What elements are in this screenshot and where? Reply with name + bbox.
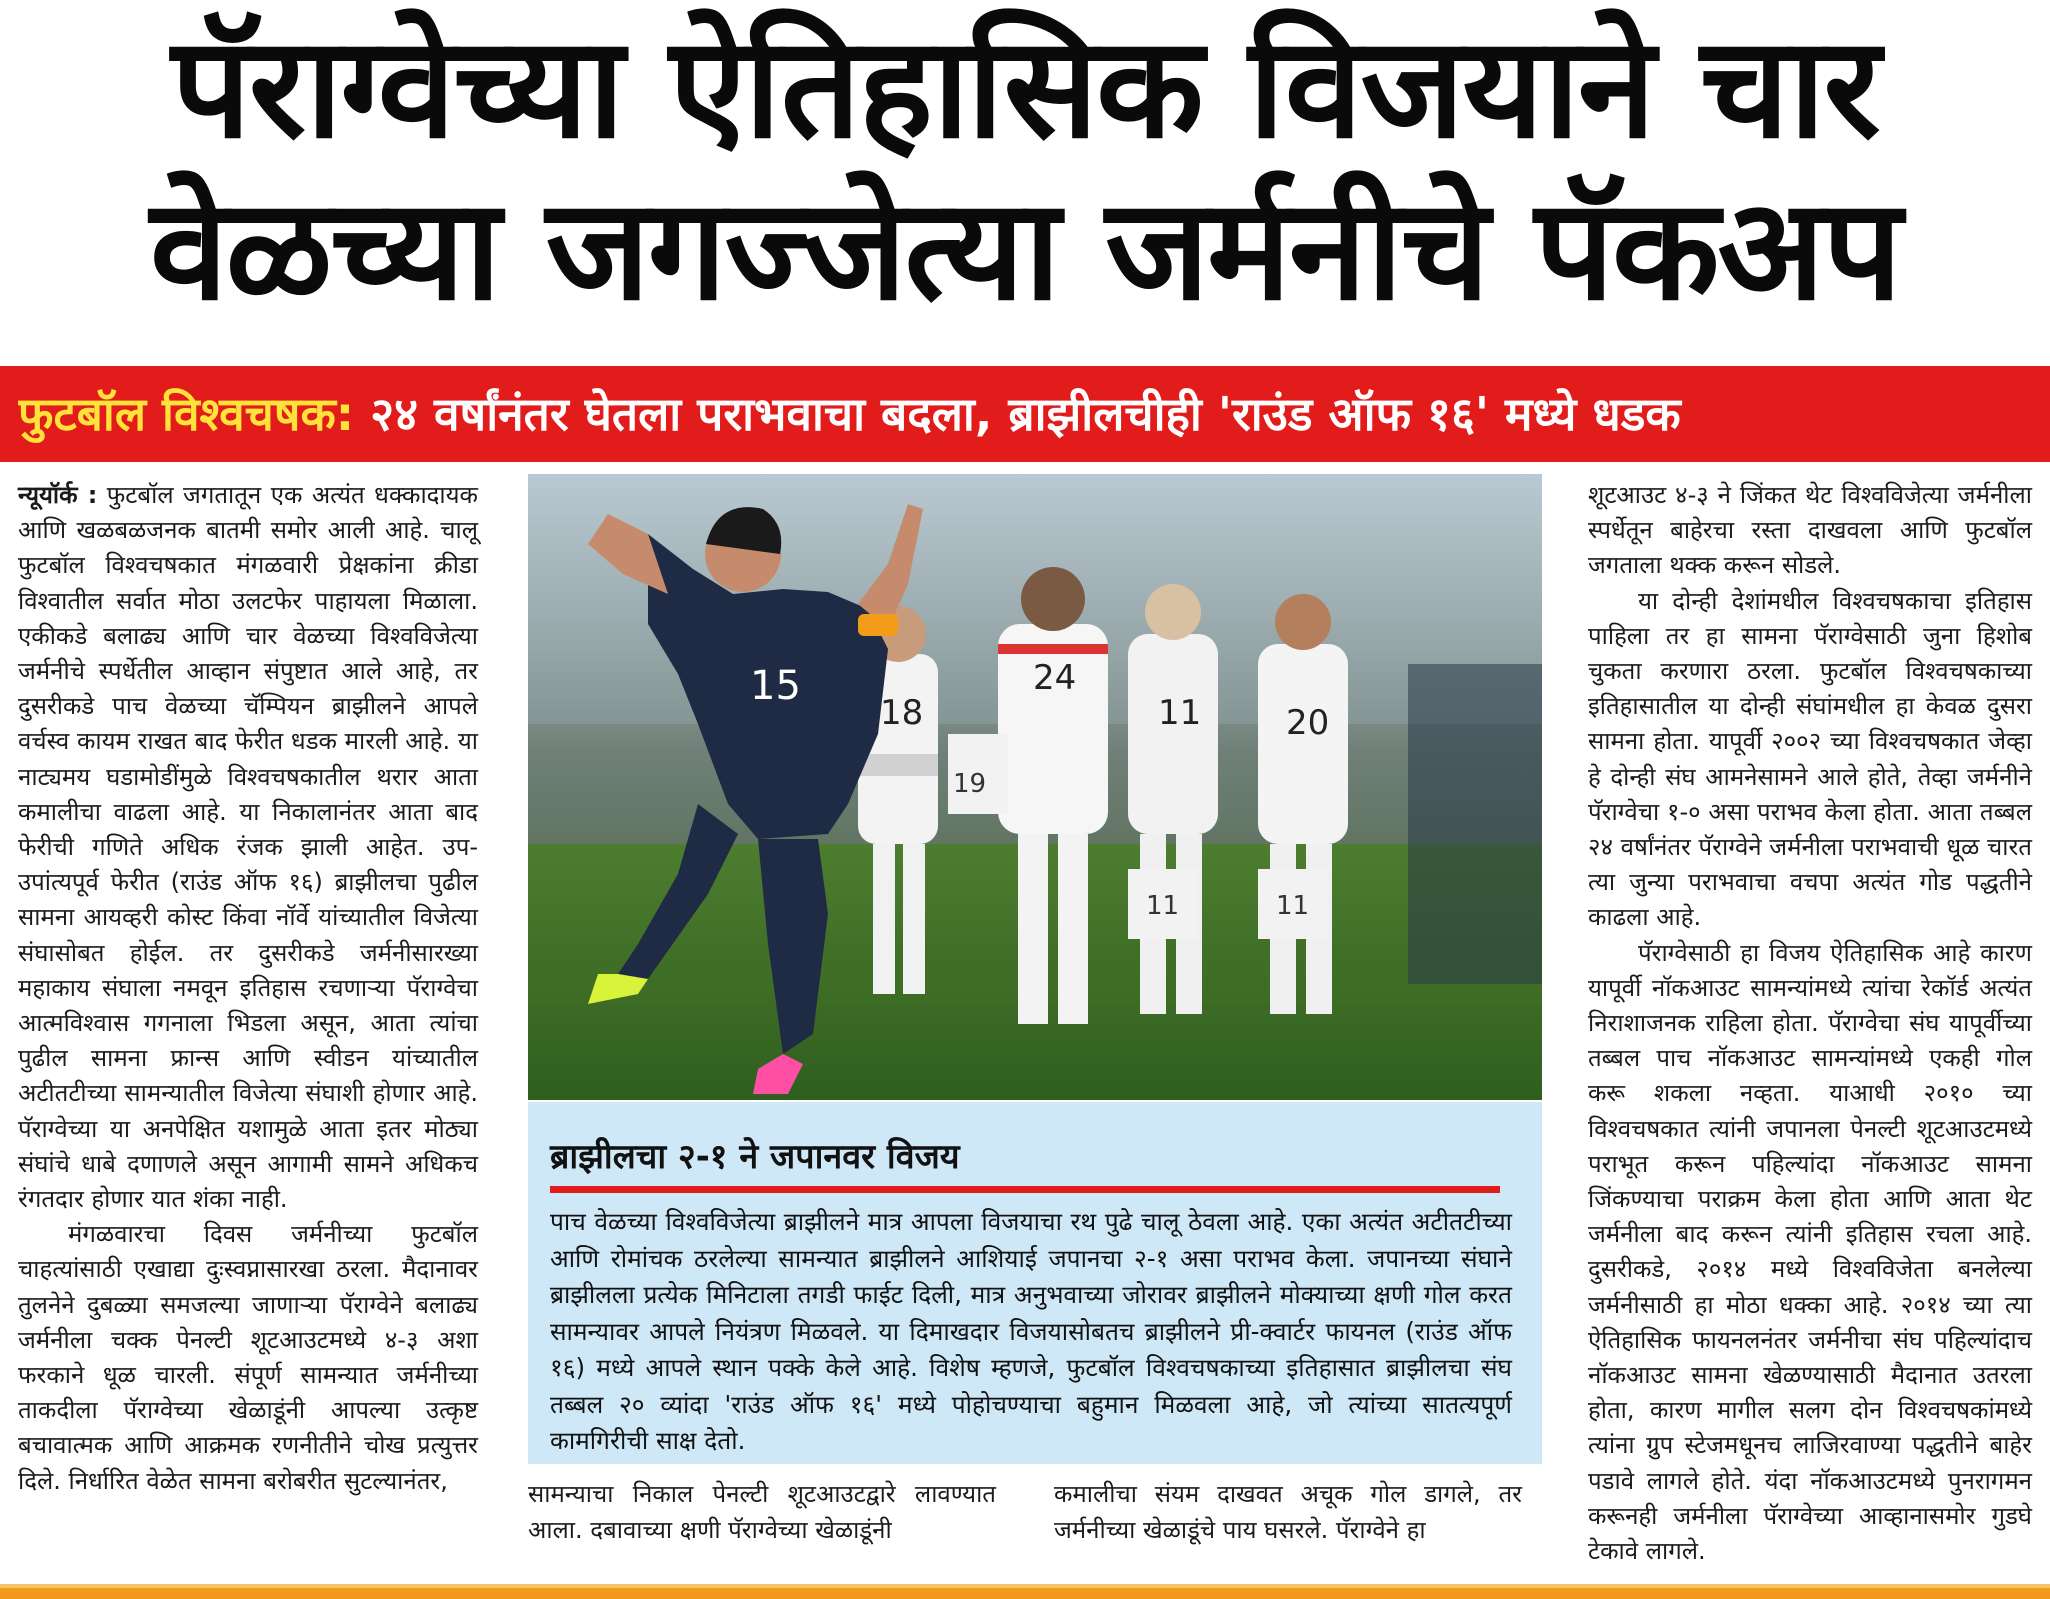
bottom-rule bbox=[0, 1588, 2050, 1599]
left-paragraph-1 bbox=[18, 478, 478, 1217]
left-paragraph-2: मंगळवारचा दिवस जर्मनीच्या फुटबॉल चाहत्यांसाठी एखाद्या दुःस्वप्नासारखा ठरला. मैदानावर तुलनेने दुबळ्या समजल्या जाणाऱ्या पॅराग्वेने बलाढ्य जर्मनीला चक्क पेनल्टी शूटआउटमध्ये ४-३ अशा फरकाने धूळ चारली. संपूर्ण सामन्यात जर्मनीच्या ताकदीला पॅराग्वेच्या खेळाडूंनी आपल्या उत्कृष्ट बचावात्मक आणि आक्रमक रणनीतीने चोख प्रत्युत्तर दिले. निर्धारित वेळेत सामना बरोबरीत सुटल्यानंतर, bbox=[18, 1220, 478, 1495]
jersey-number-11b: 11 bbox=[1146, 891, 1180, 921]
strap-subhead: २४ वर्षांनंतर घेतला पराभवाचा बदला, ब्राझीलचीही 'राउंड ऑफ १६' मध्ये धडक bbox=[370, 387, 1681, 441]
right-column bbox=[1588, 478, 2032, 1569]
right-paragraph-3: पॅराग्वेसाठी हा विजय ऐतिहासिक आहे कारण यापूर्वी नॉकआउट सामन्यांमध्ये त्यांचा रेकॉर्ड अत्यंत निराशाजनक राहिला होता. पॅराग्वेचा संघ यापूर्वीच्या तब्बल पाच नॉकआउट सामन्यांमध्ये एकही गोल करू शकला नव्हता. याआधी २०१० च्या विश्वचषकात त्यांनी जपानला पेनल्टी शूटआउटमध्ये पराभूत करून पहिल्यांदा नॉकआउट सामना जिंकण्याचा पराक्रम केला होता आणि आता थेट जर्मनीला बाद करून त्यांनी इतिहास रचला आहे. दुसरीकडे, २०१४ मध्ये विश्वविजेता बनलेल्या जर्मनीसाठी हा मोठा धक्का आहे. २०१४ च्या त्या ऐतिहासिक फायनलनंतर जर्मनीचा संघ पहिल्यांदाच नॉकआउट सामना खेळण्यासाठी मैदानात उतरला होता, कारण मागील सलग दोन विश्वचषकांमध्ये त्यांना ग्रुप स्टेजमधूनच लाजिरवाण्या पद्धतीने बाहेर पडावे लागले होते. यंदा नॉकआउटमध्ये पुनरागमन करूनही जर्मनीला पॅराग्वेच्या आव्हानासमोर गुडघे टेकावे लागले. bbox=[1588, 938, 2032, 1566]
dateline: न्यूयॉर्क : bbox=[18, 481, 98, 509]
strap-kicker: फुटबॉल विश्वचषक: bbox=[18, 387, 355, 441]
strap-text bbox=[18, 366, 2040, 462]
box-title: ब्राझीलचा २-१ ने जपानवर विजय bbox=[550, 1137, 960, 1177]
jersey-number-19: 19 bbox=[953, 769, 987, 799]
strap-banner bbox=[0, 366, 2050, 462]
left-column bbox=[18, 478, 478, 1499]
jersey-number-20: 20 bbox=[1286, 703, 1330, 743]
jersey-number-15: 15 bbox=[750, 663, 801, 709]
sub-column-a: सामन्याचा निकाल पेनल्टी शूटआउटद्वारे लावण्यात आला. दबावाच्या क्षणी पॅराग्वेच्या खेळाडूंनी bbox=[528, 1480, 996, 1544]
box-text: पाच वेळच्या विश्वविजेत्या ब्राझीलने मात्र आपला विजयाचा रथ पुढे चालू ठेवला आहे. एका अत्यंत अटीतटीच्या आणि रोमांचक ठरलेल्या सामन्यात ब्राझीलने आशियाई जपानचा २-१ असा पराभव केला. जपानच्या संघाने ब्राझीलला प्रत्येक मिनिटाला तगडी फाईट दिली, मात्र अनुभवाच्या जोरावर ब्राझीलने मोक्याच्या क्षणी गोल करत सामन्यावर आपले नियंत्रण मिळवले. या दिमाखदार विजयासोबतच ब्राझीलने प्री-क्वार्टर फायनल (राउंड ऑफ १६) मध्ये आपले स्थान पक्के केले आहे. विशेष म्हणजे, फुटबॉल विश्वचषकाच्या इतिहासात ब्राझीलचा संघ तब्बल २० व्यांदा 'राउंड ऑफ १६' मध्ये पोहोचण्याचा बहुमान मिळवला आहे, जो त्यांच्या सातत्यपूर्ण कामगिरीची साक्ष देतो. bbox=[550, 1207, 1512, 1455]
jersey-number-11c: 11 bbox=[1276, 891, 1310, 921]
match-photo bbox=[528, 474, 1542, 1100]
match-photo-illustration bbox=[528, 474, 1542, 1100]
right-paragraph-2: या दोन्ही देशांमधील विश्वचषकाचा इतिहास पाहिला तर हा सामना पॅराग्वेसाठी जुना हिशोब चुकता करणारा ठरला. फुटबॉल विश्वचषकाच्या इतिहासातील या दोन्ही संघांमधील हा केवळ दुसरा सामना होता. यापूर्वी २००२ च्या विश्वचषकात जेव्हा हे दोन्ही संघ आमनेसामने आले होते, तेव्हा जर्मनीने पॅराग्वेचा १-० असा पराभव केला होता. आता तब्बल २४ वर्षांनंतर पॅराग्वेने जर्मनीला पराभवाची धूळ चारत त्या जुन्या पराभवाचा वचपा अत्यंत गोड पद्धतीने काढला आहे. bbox=[1588, 586, 2032, 932]
jersey-number-18: 18 bbox=[880, 693, 924, 733]
box-red-rule bbox=[550, 1186, 1500, 1193]
jersey-number-11: 11 bbox=[1158, 693, 1202, 733]
headline-line-2: वेळच्या जगज्जेत्या जर्मनीचे पॅकअप bbox=[149, 169, 1901, 332]
headline bbox=[0, 8, 2050, 332]
headline-line-1: पॅराग्वेच्या ऐतिहासिक विजयाने चार bbox=[171, 7, 1879, 170]
sub-column-b: कमालीचा संयम दाखवत अचूक गोल डागले, तर जर्मनीच्या खेळाडूंचे पाय घसरले. पॅराग्वेने हा bbox=[1054, 1480, 1522, 1544]
brazil-sidebar-box bbox=[528, 1102, 1542, 1464]
left-paragraph-1-text: फुटबॉल जगतातून एक अत्यंत धक्कादायक आणि खळबळजनक बातमी समोर आली आहे. चालू फुटबॉल विश्वचषकात मंगळवारी प्रेक्षकांना क्रीडा विश्वातील सर्वात मोठा उलटफेर पाहायला मिळाला. एकीकडे बलाढ्य आणि चार वेळच्या विश्वविजेत्या जर्मनीचे स्पर्धेतील आव्हान संपुष्टात आले आहे, तर दुसरीकडे पाच वेळच्या चॅम्पियन ब्राझीलने आपले वर्चस्व कायम राखत बाद फेरीत धडक मारली आहे. या नाट्यमय घडामोडींमुळे विश्वचषकातील थरार आता कमालीचा वाढला आहे. या निकालानंतर आता बाद फेरीची गणिते अधिक रंजक झाली आहेत. उप-उपांत्यपूर्व फेरीत (राउंड ऑफ १६) ब्राझीलचा पुढील सामना आयव्हरी कोस्ट किंवा नॉर्वे यांच्यातील विजेत्या संघासोबत होईल. तर दुसरीकडे जर्मनीसारख्या महाकाय संघाला नमवून इतिहास रचणाऱ्या पॅराग्वेचा आत्मविश्वास गगनाला भिडला असून, आता त्यांचा पुढील सामना फ्रान्स आणि स्वीडन यांच्यातील अटीतटीच्या सामन्यातील विजेत्या संघाशी होणार आहे. पॅराग्वेच्या या अनपेक्षित यशामुळे आता इतर मोठ्या संघांचे धाबे दणाणले असून आगामी सामने अधिकच रंगतदार होणार यात शंका नाही. bbox=[18, 481, 478, 1214]
right-paragraph-1: शूटआउट ४-३ ने जिंकत थेट विश्वविजेत्या जर्मनीला स्पर्धेतून बाहेरचा रस्ता दाखवला आणि फुटबॉल जगताला थक्क करून सोडले. bbox=[1588, 481, 2032, 580]
jersey-number-24: 24 bbox=[1033, 658, 1077, 698]
